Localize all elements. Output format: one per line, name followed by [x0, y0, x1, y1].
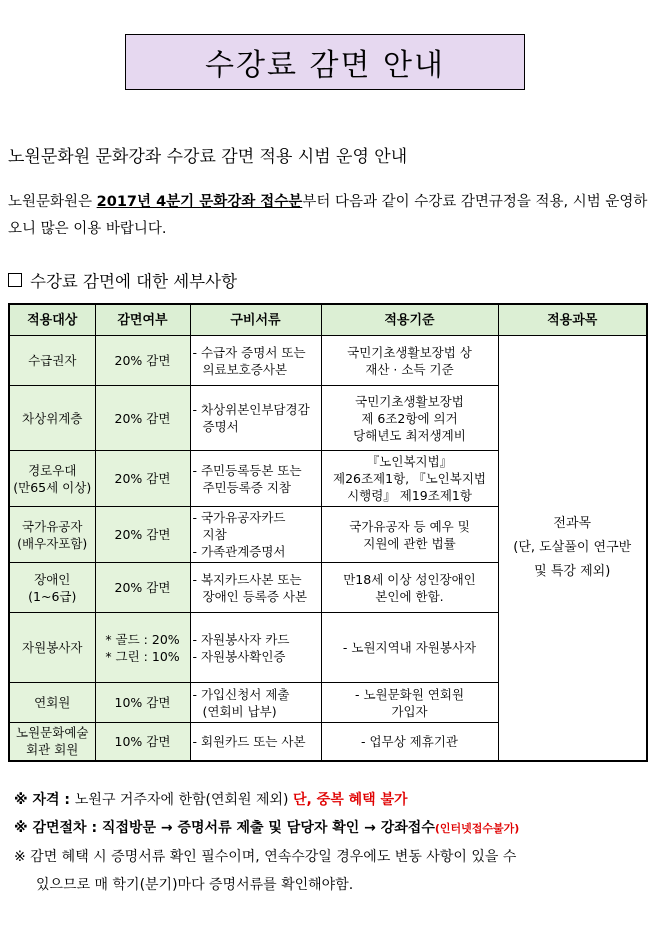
note-verification-line2: 있으므로 매 학기(분기)마다 증명서류를 확인해야함. — [36, 877, 354, 893]
row-docs-line: 장애인 등록증 사본 — [202, 588, 308, 604]
row-standard-line: 제 6조2항에 의거 — [361, 410, 458, 426]
row-docs — [190, 563, 321, 613]
note-verification-line1: ※ 감면 혜택 시 증명서류 확인 필수이며, 연속수강일 경우에도 변동 사항이 있을 수 — [14, 849, 517, 865]
row-standard-line: 본인에 한함. — [375, 588, 444, 604]
row-standard-line: 국민기초생활보장법 상 — [347, 344, 472, 360]
intro-highlight: 2017년 4분기 문화강좌 접수분 — [96, 194, 303, 210]
row-target: 경로우대 (만65세 이상) — [9, 451, 95, 507]
row-standard — [321, 683, 498, 723]
header-standard: 적용기준 — [321, 304, 498, 336]
row-standard — [321, 563, 498, 613]
note-qualification-text: 노원구 거주자에 한함(연회원 제외) — [74, 792, 293, 808]
row-discount: 20% 감면 — [95, 563, 190, 613]
section-title — [8, 268, 237, 292]
apply-subjects-line: 전과목 — [553, 515, 592, 531]
row-target: 자원봉사자 — [9, 613, 95, 683]
row-docs — [190, 723, 321, 761]
note-procedure-text: ※ 감면절차 : 직접방문 → 증명서류 제출 및 담당자 확인 → 강좌접수 — [14, 820, 435, 836]
row-docs — [190, 451, 321, 507]
apply-subjects-line: 및 특강 제외) — [534, 563, 611, 579]
row-docs-line: - 복지카드사본 또는 — [192, 571, 302, 587]
row-standard-line: 가입자 — [391, 703, 428, 719]
row-standard — [321, 386, 498, 451]
section-title-text: 수강료 감면에 대한 세부사항 — [30, 272, 238, 291]
row-standard — [321, 336, 498, 386]
header-apply: 적용과목 — [498, 304, 647, 336]
apply-subjects — [498, 336, 647, 761]
note-qualification-label: ※ 자격 : — [14, 792, 75, 808]
header-discount: 감면여부 — [95, 304, 190, 336]
row-standard-line: 지원에 관한 법률 — [363, 535, 456, 551]
apply-subjects-line: (단, 도살풀이 연구반 — [513, 539, 632, 555]
row-standard-line: 만18세 이상 성인장애인 — [343, 571, 476, 587]
row-docs-line: - 자원봉사자 카드 — [192, 631, 290, 647]
row-standard-line: 『노인복지법』 — [366, 454, 453, 469]
row-docs-line: 의료보호증사본 — [202, 361, 288, 377]
row-docs — [190, 386, 321, 451]
row-docs — [190, 507, 321, 563]
row-standard — [321, 723, 498, 761]
row-docs — [190, 336, 321, 386]
row-discount: 10% 감면 — [95, 723, 190, 761]
row-standard-line: 당해년도 최저생계비 — [353, 427, 466, 443]
header-target: 적용대상 — [9, 304, 95, 336]
row-docs-line: - 가입신청서 제출 — [192, 686, 290, 702]
intro-paragraph — [8, 189, 648, 243]
row-target: 수급권자 — [9, 336, 95, 386]
row-docs — [190, 683, 321, 723]
row-docs-line: - 국가유공자카드 — [192, 510, 286, 525]
row-docs-line: 지참 — [202, 527, 227, 542]
row-docs-line: 증명서 — [202, 419, 239, 434]
row-target: 노원문화예술 회관 회원 — [9, 723, 95, 761]
header-docs: 구비서류 — [190, 304, 321, 336]
notes — [14, 786, 646, 899]
row-standard — [321, 507, 498, 563]
row-standard-line: 시행령』 제19조제1항 — [347, 488, 472, 503]
table-header-row — [9, 304, 647, 336]
row-discount: 20% 감면 — [95, 451, 190, 507]
notice-heading: 노원문화원 문화강좌 수강료 감면 적용 시범 운영 안내 — [8, 147, 408, 167]
note-verification — [14, 843, 646, 899]
note-procedure — [14, 814, 646, 843]
note-qualification-warning: 단, 중복 혜택 불가 — [292, 792, 408, 808]
row-docs-line: 주민등록증 지참 — [202, 479, 291, 495]
row-docs-line: - 차상위본인부담경감 — [192, 402, 310, 417]
row-docs-line: - 주민등록등본 또는 — [192, 462, 302, 478]
row-docs-line: - 수급자 증명서 또는 — [192, 344, 306, 360]
row-target: 국가유공자 (배우자포함) — [9, 507, 95, 563]
row-standard-line: 국가유공자 등 예우 및 — [349, 518, 470, 534]
row-docs — [190, 613, 321, 683]
row-standard-line: 국민기초생활보장법 — [355, 393, 464, 409]
row-docs-line: - 회원카드 또는 사본 — [192, 733, 306, 749]
checkbox-square-icon — [8, 273, 22, 287]
row-target: 차상위계층 — [9, 386, 95, 451]
row-discount: * 골드 : 20% * 그린 : 10% — [95, 613, 190, 683]
row-docs-line: - 가족관계증명서 — [192, 544, 286, 559]
row-standard-line: - 업무상 제휴기관 — [361, 733, 458, 749]
intro-part1: 노원문화원은 — [8, 194, 97, 210]
page-title: 수강료 감면 안내 — [125, 34, 525, 90]
table-row — [9, 336, 647, 386]
note-qualification — [14, 786, 646, 814]
row-discount: 20% 감면 — [95, 507, 190, 563]
row-standard-line: 재산 · 소득 기준 — [365, 361, 454, 377]
intro-part2: 부터 다음과 같이 수강료 감면규정을 적용, 시범 운영하오니 많은 이용 바랍니다. — [8, 194, 648, 237]
table-body — [9, 336, 647, 761]
row-standard-line: - 노원지역내 자원봉사자 — [342, 640, 477, 655]
row-target: 장애인 (1~6급) — [9, 563, 95, 613]
row-docs-line: - 자원봉사확인증 — [192, 648, 286, 664]
row-standard-line: 제26조제1항, 『노인복지법 — [333, 471, 486, 486]
row-standard — [321, 613, 498, 683]
row-target: 연회원 — [9, 683, 95, 723]
row-standard-line: - 노원문화원 연회원 — [354, 686, 465, 702]
discount-table — [8, 303, 648, 762]
row-docs-line: (연회비 납부) — [202, 703, 277, 719]
row-discount: 20% 감면 — [95, 386, 190, 451]
row-discount: 20% 감면 — [95, 336, 190, 386]
row-standard — [321, 451, 498, 507]
row-discount: 10% 감면 — [95, 683, 190, 723]
note-procedure-warning: (인터넷접수불가) — [434, 822, 520, 835]
